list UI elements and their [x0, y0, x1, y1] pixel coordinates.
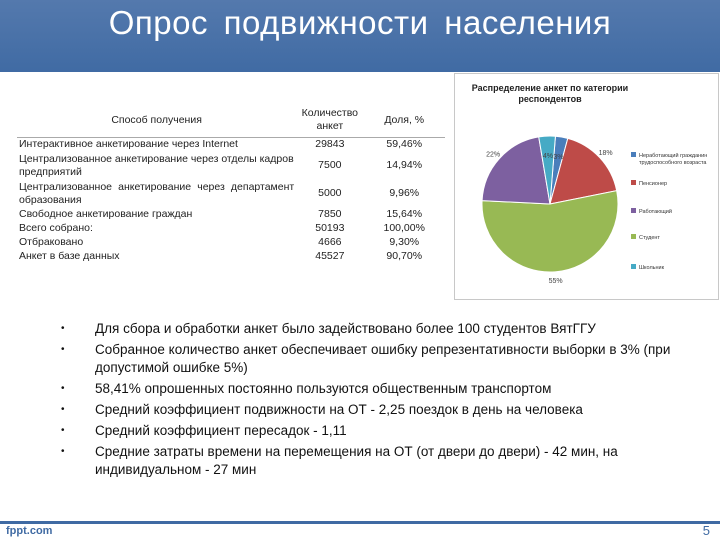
page-number: 5	[702, 523, 710, 538]
footer-logo: fppt.com	[6, 525, 53, 537]
slide-title: Опрос подвижности населения	[108, 4, 612, 41]
table-row	[17, 250, 445, 264]
pie-data-label: 18%	[598, 149, 613, 157]
bullet-dot: •	[61, 323, 65, 334]
legend-label: Школьник	[639, 265, 665, 271]
table-cell-count: 7500	[318, 159, 342, 171]
survey-table	[17, 103, 445, 264]
table-header-row	[17, 103, 445, 138]
list-item	[55, 341, 695, 377]
legend-label: Студент	[639, 235, 660, 241]
chart-title-line-1: Распределение анкет по категории	[471, 83, 629, 93]
bullet-dot: •	[61, 404, 65, 415]
slide-header	[0, 0, 720, 76]
legend-swatch	[631, 264, 636, 269]
table-cell-method: Централизованное анкетирование через отделы кадров предприятий	[19, 152, 294, 178]
list-item	[55, 422, 695, 440]
pie-slice	[482, 137, 550, 204]
table-cell-share: 14,94%	[386, 159, 423, 171]
pie-data-label: 4%	[542, 153, 553, 161]
table-cell-method: Централизованное анкетирование через департамент образования	[19, 180, 295, 206]
list-item	[55, 320, 695, 338]
bullet-text: Средний коэффициент подвижности на ОТ - 2,25 поездок в день на человека	[95, 402, 583, 417]
bullet-text: 58,41% опрошенных постоянно пользуются общественным транспортом	[95, 381, 552, 396]
list-item	[55, 380, 695, 398]
table-cell-count: 45527	[315, 250, 345, 262]
legend-label: Неработающий гражданин трудоспособного возраста	[639, 153, 708, 166]
bullet-dot: •	[61, 344, 65, 355]
pie-chart-panel	[454, 73, 719, 300]
table-cell-share: 100,00%	[383, 222, 425, 234]
table-header-count: Количество анкет	[296, 103, 363, 138]
table-row	[17, 208, 445, 222]
table-cell-share: 90,70%	[386, 250, 423, 262]
legend-label: Пенсионер	[639, 181, 668, 187]
legend-swatch	[631, 152, 636, 157]
table-row	[17, 236, 445, 250]
legend-swatch	[631, 180, 636, 185]
table-cell-count: 7850	[318, 208, 342, 220]
table-cell-share: 15,64%	[386, 208, 423, 220]
table-row	[17, 222, 445, 236]
table-cell-share: 59,46%	[386, 138, 423, 151]
table-cell-share: 9,96%	[389, 187, 420, 199]
bullet-list	[55, 320, 695, 482]
legend-swatch	[631, 208, 636, 213]
table-cell-count: 5000	[318, 187, 342, 199]
bullet-text: Средний коэффициент пересадок - 1,11	[95, 423, 347, 438]
table-cell-method: Отбраковано	[19, 236, 84, 248]
bullet-dot: •	[61, 446, 65, 457]
footer-line	[0, 521, 720, 524]
table-row	[17, 180, 445, 208]
bullet-text: Для сбора и обработки анкет было задействовано более 100 студентов ВятГГУ	[95, 321, 596, 336]
legend-swatch	[631, 234, 636, 239]
table-cell-share: 9,30%	[389, 236, 420, 248]
table-cell-method: Всего собрано:	[19, 222, 93, 234]
pie-data-label: 3%	[553, 153, 564, 161]
table-header-share: Доля, %	[363, 103, 445, 138]
table-row	[17, 138, 445, 152]
table-cell-count: 29843	[315, 138, 345, 151]
table-header-method: Способ получения	[17, 103, 296, 138]
table-row	[17, 152, 445, 180]
table-cell-count: 4666	[318, 236, 342, 248]
table-cell-method: Свободное анкетирование граждан	[19, 208, 193, 220]
pie-data-label: 22%	[486, 151, 501, 159]
list-item	[55, 401, 695, 419]
legend-label: Работающий	[639, 209, 672, 215]
table-cell-method: Анкет в базе данных	[19, 250, 120, 262]
pie-data-label: 55%	[548, 277, 563, 285]
table-cell-count: 50193	[315, 222, 345, 234]
bullet-text: Средние затраты времени на перемещения на ОТ (от двери до двери) - 42 мин, на индивидуальном - 27 мин	[95, 444, 618, 477]
table-cell-method: Интерактивное анкетирование через Internet	[19, 138, 238, 151]
pie-chart	[455, 74, 718, 299]
bullet-text: Собранное количество анкет обеспечивает ошибку репрезентативности выборки в 3% (при допустимой ошибке 5%)	[95, 342, 671, 375]
list-item	[55, 443, 695, 479]
chart-title-line-2: респондентов	[518, 94, 582, 104]
bullet-dot: •	[61, 383, 65, 394]
bullet-dot: •	[61, 425, 65, 436]
